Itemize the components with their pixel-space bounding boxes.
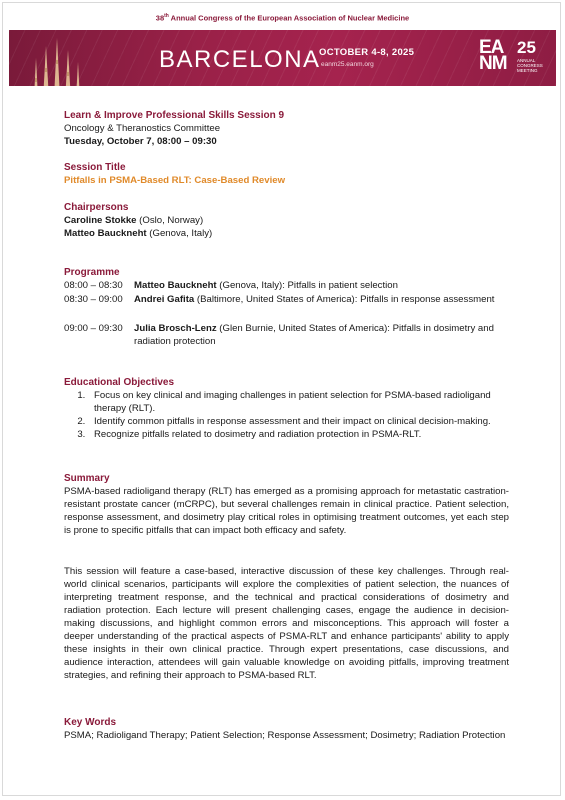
programme-time: 08:30 – 09:00 bbox=[64, 294, 123, 305]
objectives-heading: Educational Objectives bbox=[64, 377, 175, 388]
logo-letters: EANM bbox=[479, 37, 507, 74]
chairperson-1: Caroline Stokke (Oslo, Norway) bbox=[64, 215, 204, 226]
sagrada-familia-illustration bbox=[25, 38, 95, 86]
programme-heading: Programme bbox=[64, 267, 120, 278]
programme-description: Julia Brosch-Lenz (Glen Burnie, United States of America): Pitfalls in dosimetry and radiation protection bbox=[134, 323, 494, 347]
programme-description: Matteo Bauckneht (Genova, Italy): Pitfalls in patient selection bbox=[134, 280, 398, 291]
header-banner bbox=[9, 30, 556, 86]
city-name: BARCELONA bbox=[159, 46, 321, 73]
summary-heading: Summary bbox=[64, 473, 110, 484]
congress-dates: OCTOBER 4-8, 2025 bbox=[319, 47, 415, 58]
summary-paragraph-2: This session will feature a case-based, interactive discussion of these key challenges. Through real-world clinical scenarios, participants will explore the complexities of patient selection, the nuances of interpreting treatment response, and the technical and practical considerations of dosimetry and radiation protection. Each lecture will present challenging cases, engage the audience in decision-making discussions, and highlight common errors and misconceptions. This approach will foster a deeper understanding of the practical aspects of PSMA-RLT and enhance participants' ability to apply these insights in their own clinical practice. Through expert presentations, case discussions, and audience interaction, attendees will gain valuable knowledge on avoiding pitfalls, improving treatment strategies, and refining their approach to PSMA-based RLT. bbox=[64, 566, 509, 681]
chairperson-2: Matteo Bauckneht (Genova, Italy) bbox=[64, 228, 213, 239]
objective-item: 3. Recognize pitfalls related to dosimetry and radiation protection in PSMA-RLT. bbox=[88, 428, 509, 441]
committee: Oncology & Theranostics Committee bbox=[64, 123, 221, 134]
chairpersons-heading: Chairpersons bbox=[64, 202, 129, 213]
session-datetime: Tuesday, October 7, 08:00 – 09:30 bbox=[64, 136, 217, 147]
programme-time: 09:00 – 09:30 bbox=[64, 323, 123, 334]
session-type: Learn & Improve Professional Skills Session 9 bbox=[64, 110, 285, 121]
objective-item: 2. Identify common pitfalls in response assessment and their impact on clinical decision-making. bbox=[88, 415, 509, 428]
keywords-text: PSMA; Radioligand Therapy; Patient Selection; Response Assessment; Dosimetry; Radiation Protection bbox=[64, 730, 506, 741]
logo-number: 25 bbox=[517, 38, 536, 57]
session-title-heading: Session Title bbox=[64, 162, 126, 173]
eanm-logo bbox=[479, 37, 549, 78]
logo-tagline: ANNUAL CONGRESS MEETING bbox=[517, 58, 543, 73]
session-title: Pitfalls in PSMA-Based RLT: Case-Based Review bbox=[64, 175, 286, 186]
objectives-list bbox=[64, 389, 509, 441]
summary-paragraph-1: PSMA-based radioligand therapy (RLT) has emerged as a promising approach for metastatic castration-resistant prostate cancer (mCRPC), but several challenges remain in clinical practice. Patient selection, response assessment, and dosimetry play critical roles in optimising treatment outcomes, yet each step is prone to specific pitfalls that can impact both efficacy and safety. bbox=[64, 486, 509, 536]
keywords-heading: Key Words bbox=[64, 717, 117, 728]
programme-description: Andrei Gafita (Baltimore, United States of America): Pitfalls in response assessment bbox=[134, 294, 495, 305]
programme-time: 08:00 – 08:30 bbox=[64, 280, 123, 291]
congress-website[interactable]: eanm25.eanm.org bbox=[321, 61, 374, 68]
objective-item: 1. Focus on key clinical and imaging challenges in patient selection for PSMA-based radioligand therapy (RLT). bbox=[88, 389, 509, 415]
congress-title: 38th Annual Congress of the European Association of Nuclear Medicine bbox=[155, 13, 410, 23]
